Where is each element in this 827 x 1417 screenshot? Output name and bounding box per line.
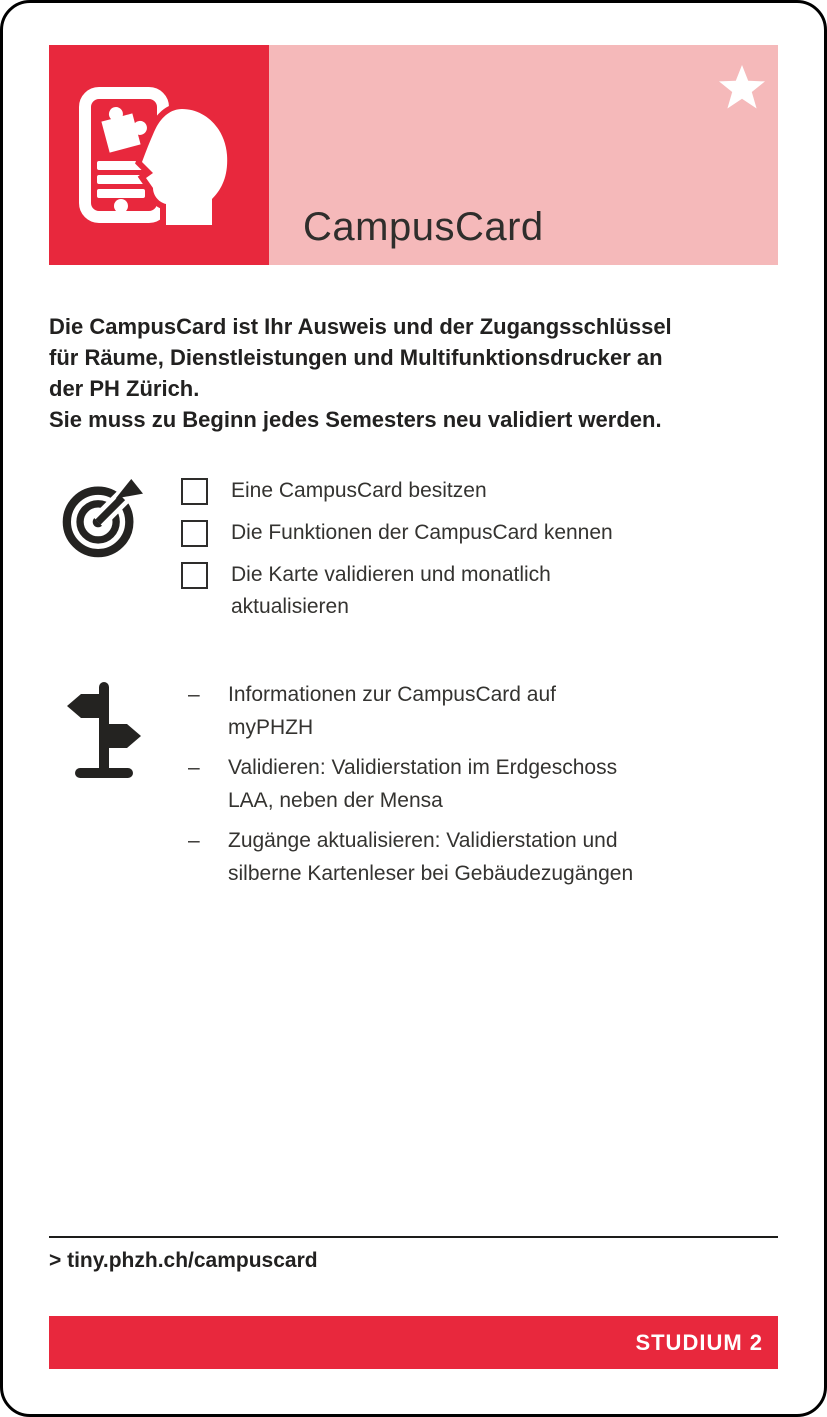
checklist-item-label: Die Karte validieren und monatlich aktualisieren bbox=[231, 563, 551, 618]
guide-item bbox=[181, 678, 778, 744]
signpost-icon bbox=[49, 678, 181, 784]
title-banner bbox=[269, 45, 778, 265]
intro-line: Sie muss zu Beginn jedes Semesters neu validiert werden. bbox=[49, 407, 662, 432]
footer-link[interactable]: > tiny.phzh.ch/campuscard bbox=[49, 1249, 318, 1272]
footer-badge: STUDIUM 2 bbox=[635, 1329, 763, 1355]
checklist-item bbox=[181, 517, 778, 549]
dash-bullet: – bbox=[188, 756, 200, 779]
guide-section bbox=[49, 678, 778, 897]
checklist-item-label: Eine CampusCard besitzen bbox=[231, 479, 487, 502]
guide-item-label: Zugänge aktualisieren: Validierstation und silberne Kartenleser bei Gebäudezugängen bbox=[228, 829, 634, 885]
header bbox=[49, 45, 778, 265]
checklist-item bbox=[181, 475, 778, 507]
checklist-item-label: Die Funktionen der CampusCard kennen bbox=[231, 521, 613, 544]
guide-item bbox=[181, 751, 778, 817]
target-icon bbox=[49, 475, 181, 559]
checkbox[interactable] bbox=[181, 478, 208, 505]
footer bbox=[49, 1236, 778, 1369]
intro-line: für Räume, Dienstleistungen und Multifunktionsdrucker an bbox=[49, 345, 663, 370]
checkbox[interactable] bbox=[181, 562, 208, 589]
footer-divider bbox=[49, 1236, 778, 1238]
checkbox[interactable] bbox=[181, 520, 208, 547]
checklist bbox=[181, 475, 778, 633]
goals-section bbox=[49, 475, 778, 633]
intro-line: der PH Zürich. bbox=[49, 376, 200, 401]
guide-list bbox=[181, 678, 778, 897]
footer-bar bbox=[49, 1316, 778, 1369]
guide-item-label: Informationen zur CampusCard auf myPHZH bbox=[228, 683, 556, 739]
dash-bullet: – bbox=[188, 683, 200, 706]
star-icon bbox=[718, 64, 766, 112]
dash-bullet: – bbox=[188, 829, 200, 852]
topic-icon-tile bbox=[49, 45, 269, 265]
intro-text bbox=[49, 311, 778, 435]
checklist-item bbox=[181, 559, 778, 623]
guide-item-label: Validieren: Validierstation im Erdgeschoss LAA, neben der Mensa bbox=[228, 756, 618, 812]
page-title: CampusCard bbox=[303, 205, 544, 249]
guide-item bbox=[181, 824, 778, 890]
tablet-head-puzzle-icon bbox=[79, 85, 239, 225]
intro-line: Die CampusCard ist Ihr Ausweis und der Zugangsschlüssel bbox=[49, 314, 672, 339]
